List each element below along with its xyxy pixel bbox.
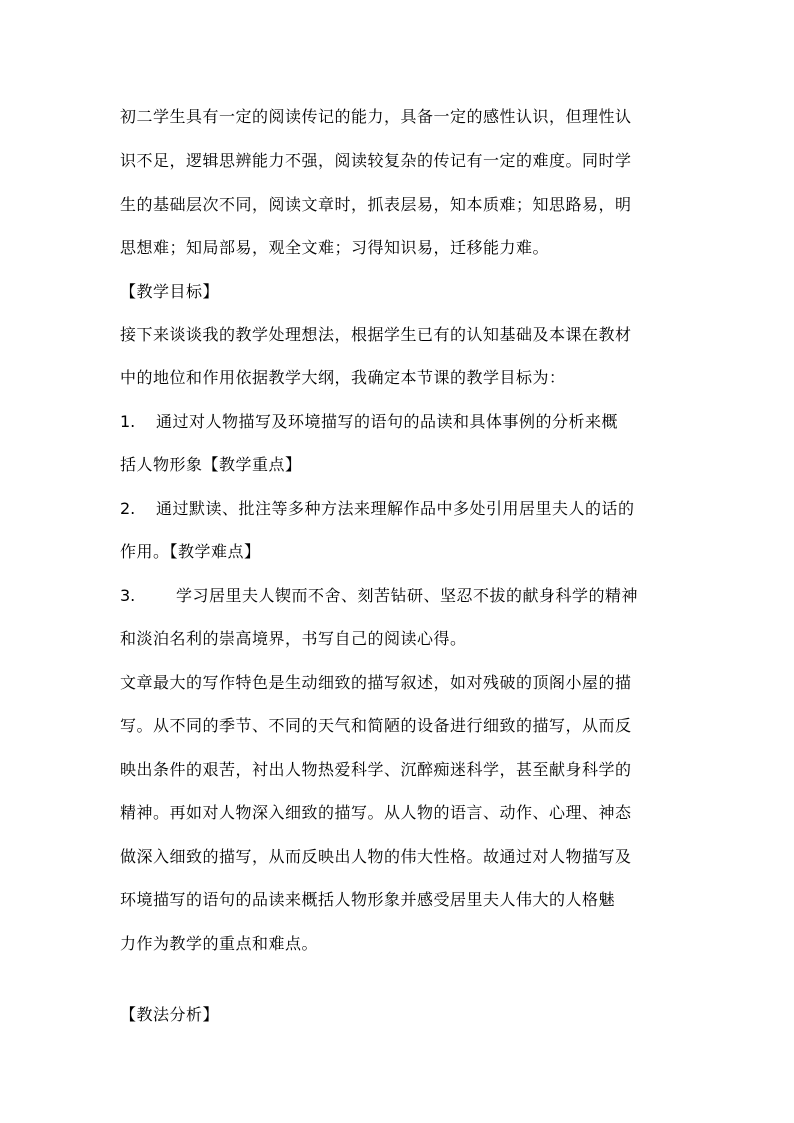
list-item-number: 3. [120,586,136,605]
list-item-text: 学习居里夫人锲而不舍、刻苦钻研、坚忍不拔的献身科学的精神 [176,586,639,605]
list-item-number: 1. [120,412,136,431]
paragraph-line: 接下来谈谈我的教学处理想法，根据学生已有的认知基础及本课在教材 [120,325,632,344]
paragraph-line: 力作为教学的重点和难点。 [120,934,319,953]
paragraph-line: 中的地位和作用依据教学大纲，我确定本节课的教学目标为： [120,368,566,387]
paragraph-line: 生的基础层次不同，阅读文章时，抓表层易，知本质难；知思路易，明 [120,195,632,214]
list-item-text: 通过对人物描写及环境描写的语句的品读和具体事例的分析来概 [156,412,619,431]
paragraph-line: 写。从不同的季节、不同的天气和简陋的设备进行细致的描写，从而反 [120,716,632,735]
paragraph-line: 初二学生具有一定的阅读传记的能力，具备一定的感性认识，但理性认 [120,107,632,126]
list-item-text: 作用。【教学难点】 [120,542,261,561]
list-item-text: 和淡泊名利的崇高境界，书写自己的阅读心得。 [120,629,467,648]
paragraph-line: 识不足，逻辑思辨能力不强，阅读较复杂的传记有一定的难度。同时学 [120,151,632,170]
list-item-text: 通过默读、批注等多种方法来理解作品中多处引用居里夫人的话的 [156,499,635,518]
paragraph-line: 精神。再如对人物深入细致的描写。从人物的语言、动作、心理、神态 [120,803,632,822]
paragraph-line: 文章最大的写作特色是生动细致的描写叙述，如对残破的顶阁小屋的描 [120,673,632,692]
list-item-text: 括人物形象【教学重点】 [120,455,302,474]
paragraph-line: 映出条件的艰苦，衬出人物热爱科学、沉醉痴迷科学，甚至献身科学的 [120,760,632,779]
paragraph-line: 做深入细致的描写，从而反映出人物的伟大性格。故通过对人物描写及 [120,847,632,866]
section-heading: 【教法分析】 [120,1005,220,1024]
paragraph-line: 思想难；知局部易，观全文难；习得知识易，迁移能力难。 [120,238,550,257]
list-item-number: 2. [120,499,136,518]
section-heading: 【教学目标】 [120,282,220,301]
paragraph-line: 环境描写的语句的品读来概括人物形象并感受居里夫人伟大的人格魅 [120,890,616,909]
